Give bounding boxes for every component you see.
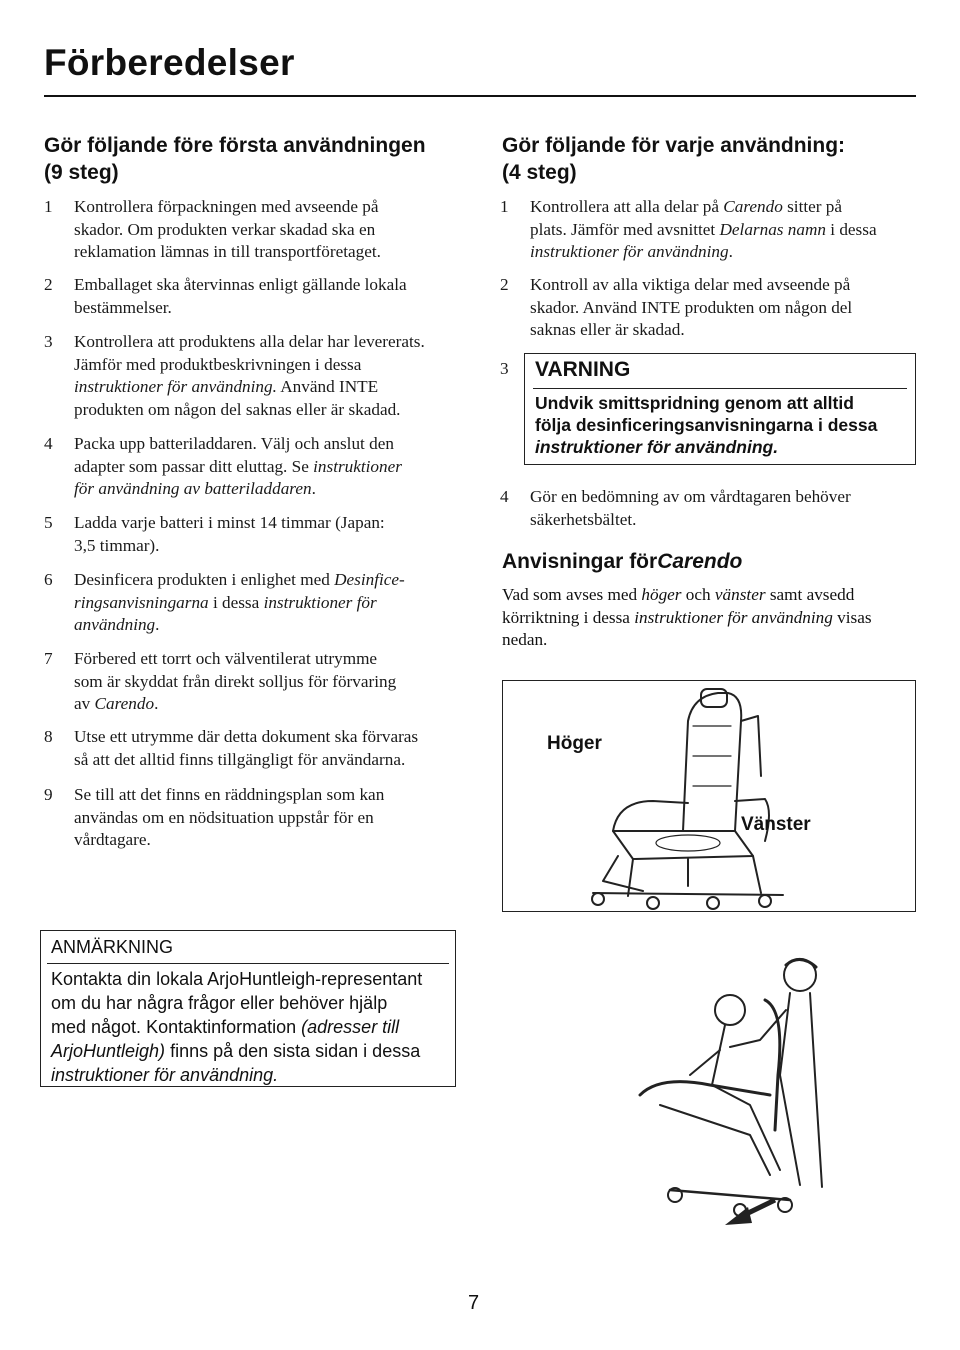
first-use-heading-line1: Gör följande före första användningen — [44, 134, 426, 157]
note-divider — [47, 963, 449, 964]
chair-figure-box — [502, 680, 916, 912]
step-text-italic: Desinfice- — [334, 570, 405, 589]
note-line-italic: (adresser till — [301, 1017, 400, 1037]
step-text: Jämför med produktbeskrivningen i dessa — [74, 354, 362, 374]
note-title: ANMÄRKNING — [51, 937, 174, 957]
carer-with-patient-illustration — [600, 955, 900, 1235]
step-text: Förbered ett torrt och välventilerat utrymme — [74, 649, 378, 668]
warning-text-line: Undvik smittspridning genom att alltid — [535, 393, 854, 413]
step-number: 7 — [44, 649, 53, 668]
text-run-italic: instruktioner för användning — [634, 607, 833, 627]
step-text: . — [311, 479, 316, 498]
step-text: 3,5 timmar). — [74, 535, 160, 555]
step-text: Packa upp batteriladdaren. Välj och anslut den — [74, 434, 394, 453]
step-text: vårdtagare. — [74, 830, 151, 849]
text-run-italic: höger — [641, 585, 682, 604]
step-text: . — [154, 694, 159, 713]
step-text: bestämmelser. — [74, 297, 172, 317]
first-use-heading-line2: (9 steg) — [44, 161, 119, 184]
step-number: 4 — [500, 487, 509, 506]
first-use-heading — [44, 132, 426, 186]
warning-text-line: instruktioner för användning. — [535, 437, 779, 457]
step-number: 2 — [44, 275, 53, 294]
page-title: Förberedelser — [44, 42, 295, 83]
warning-text — [535, 392, 877, 458]
step-text: Kontrollera förpackningen med avseende på — [74, 197, 379, 216]
step-text: Gör en bedömning av om vårdtagaren behöver — [530, 487, 851, 506]
step-text: Kontroll av alla viktiga delar med avseende på — [530, 275, 851, 294]
step-text: Emballaget ska återvinnas enligt gällande lokala — [74, 275, 407, 294]
note-line-italic: ArjoHuntleigh) — [51, 1041, 166, 1061]
step-text-italic: Carendo — [723, 197, 783, 216]
step-text: så att det alltid finns tillgängligt för användarna. — [74, 749, 406, 769]
shower-chair-illustration — [503, 681, 915, 911]
step-text: Kontrollera att alla delar på — [530, 197, 724, 216]
step-text-italic: Delarnas namn — [719, 219, 826, 239]
step-number: 8 — [44, 727, 53, 746]
text-run: samt avsedd — [765, 585, 855, 604]
warning-divider — [533, 388, 907, 389]
direction-arrow-icon — [725, 1200, 775, 1225]
each-use-heading-line1: Gör följande för varje användning: — [502, 134, 846, 157]
warning-title: VARNING — [535, 358, 631, 381]
text-run: visas — [832, 607, 872, 627]
step-text-italic: Carendo — [94, 694, 155, 713]
step-number: 2 — [500, 275, 509, 294]
text-run-italic: vänster — [714, 585, 766, 604]
step-text: Desinficera produkten i enlighet med — [74, 570, 335, 589]
step-number: 3 — [500, 359, 509, 378]
step-text: . — [728, 242, 733, 261]
step-text-italic: användning — [74, 615, 156, 634]
step-text-italic: för användning av batteriladdaren — [74, 479, 312, 498]
step-text-italic: instruktioner för användning. — [74, 377, 277, 396]
warning-box — [524, 353, 916, 465]
title-divider — [44, 95, 916, 97]
note-line: om du har några frågor eller behöver hjälp — [51, 993, 388, 1013]
label-left-side: Vänster — [741, 814, 811, 835]
text-run: och — [681, 585, 715, 604]
each-use-heading-line2: (4 steg) — [502, 161, 577, 184]
page-number: 7 — [468, 1292, 480, 1314]
label-right-side: Höger — [547, 733, 602, 754]
step-text: saknas eller är skadad. — [530, 320, 685, 339]
step-number: 5 — [44, 513, 53, 532]
step-text: . — [155, 615, 160, 634]
step-text: Utse ett utrymme där detta dokument ska förvaras — [74, 727, 419, 746]
step-text: i dessa — [825, 219, 877, 239]
step-text-italic: instruktioner för — [263, 592, 377, 612]
note-line: med något. Kontaktinformation — [51, 1017, 302, 1037]
text-run: nedan. — [502, 630, 548, 649]
step-text: användas om en nödsituation uppstår för en — [74, 807, 374, 827]
step-text: skador. Om produkten verkar skadad ska en — [74, 219, 376, 239]
note-line: finns på den sista sidan i dessa — [165, 1041, 421, 1061]
warning-text-line: följa desinficeringsanvisningarna i dessa — [535, 415, 878, 435]
step-text-italic: instruktioner för användning — [530, 242, 729, 261]
step-number: 6 — [44, 570, 53, 589]
step-text-italic: instruktioner — [313, 456, 402, 476]
step-text: Se till att det finns en räddningsplan som kan — [74, 785, 385, 804]
step-text: Använd INTE — [276, 377, 379, 396]
note-line: Kontakta din lokala ArjoHuntleigh-representant — [51, 969, 423, 989]
orientation-heading-text: Anvisningar för — [502, 550, 658, 573]
step-text: i dessa — [208, 592, 264, 612]
orientation-heading-italic: Carendo — [657, 550, 743, 573]
step-text: produkten om någon del saknas eller är skadad. — [74, 399, 401, 419]
step-number: 3 — [44, 332, 53, 351]
note-line-italic: instruktioner för användning. — [51, 1065, 279, 1085]
step-text-italic: ringsanvisningarna — [74, 592, 209, 612]
step-text: Kontrollera att produktens alla delar har levererats. — [74, 332, 425, 351]
each-use-heading — [502, 132, 845, 186]
step-text: adapter som passar ditt eluttag. Se — [74, 456, 314, 476]
text-run: Vad som avses med — [502, 585, 642, 604]
step-number: 4 — [44, 434, 53, 453]
step-text: plats. Jämför med avsnittet — [530, 219, 720, 239]
step-text: skador. Använd INTE produkten om någon del — [530, 297, 853, 317]
step-number: 1 — [500, 197, 509, 216]
note-box — [40, 930, 456, 1087]
note-text — [51, 967, 422, 1087]
orientation-text — [502, 584, 872, 652]
orientation-heading — [502, 550, 742, 574]
step-number: 9 — [44, 785, 53, 804]
step-text: säkerhetsbältet. — [530, 509, 637, 529]
step-text: av — [74, 694, 95, 713]
step-text: sitter på — [782, 197, 842, 216]
step-number: 1 — [44, 197, 53, 216]
step-text: reklamation lämnas in till transportföretaget. — [74, 242, 381, 261]
text-run: körriktning i dessa — [502, 607, 635, 627]
step-text: som är skyddat från direkt solljus för förvaring — [74, 671, 397, 691]
step-text: Ladda varje batteri i minst 14 timmar (Japan: — [74, 513, 385, 532]
